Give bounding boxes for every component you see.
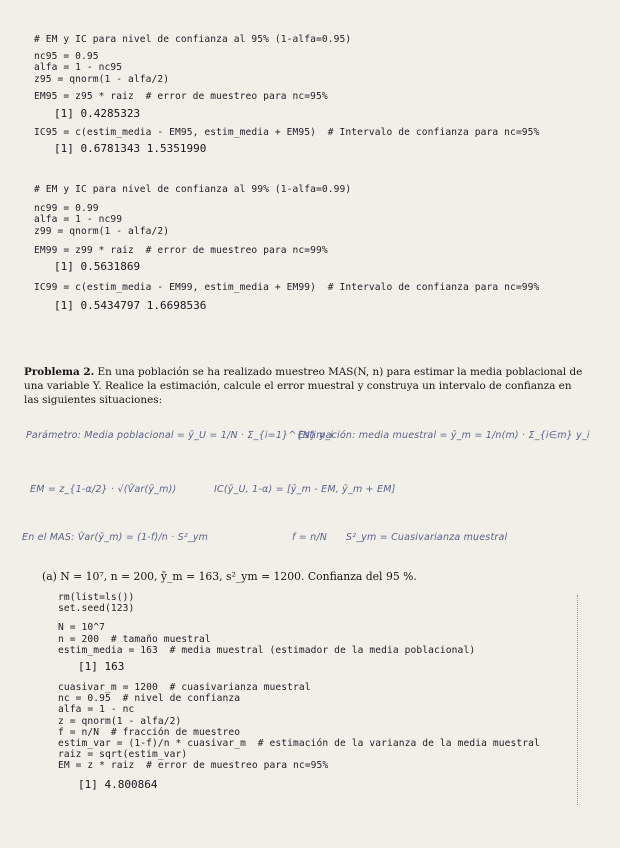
code-block-95 <box>34 34 539 156</box>
code-line: z = qnorm(1 - alfa/2) <box>58 715 182 727</box>
note-quasivariance: S²_ym = Cuasivarianza muestral <box>346 532 508 543</box>
code-line: rm(list=ls()) <box>58 592 135 603</box>
code-comment: # EM y IC para nivel de confianza al 99% (1-alfa=0.99) <box>34 184 352 195</box>
code-line: alfa = 1 - nc95 <box>34 62 123 74</box>
code-output: [1] 0.5434797 1.6698536 <box>54 299 207 313</box>
code-line: set.seed(123) <box>58 603 135 615</box>
code-output: [1] 4.800864 <box>78 777 158 791</box>
code-line: alfa = 1 - nc99 <box>34 214 123 226</box>
code-output: [1] 0.6781343 1.5351990 <box>54 142 207 156</box>
code-line: IC95 = c(estim_media - EM95, estim_media + EM95) # Intervalo de confianza para nc=95% <box>34 127 540 139</box>
problem-text: En una población se ha realizado muestreo MAS(N, n) para estimar la media poblacional de una variable Y. Realice la estimación, calcule el error muestral y construya un intervalo de confianza en las siguientes situaciones: <box>24 366 583 406</box>
code-line: estim_media = 163 # media muestral (estimador de la media poblacional) <box>58 644 476 656</box>
code-line: nc99 = 0.99 <box>34 203 99 215</box>
code-line: f = n/N # fracción de muestreo <box>58 726 241 738</box>
code-line: N = 10^7 <box>58 622 106 634</box>
code-line: alfa = 1 - nc <box>58 704 135 716</box>
code-line: raiz = sqrt(estim_var) <box>58 749 188 761</box>
code-line: n = 200 # tamaño muestral <box>58 633 211 645</box>
code-line: EM99 = z99 * raiz # error de muestreo para nc=99% <box>34 244 328 256</box>
code-line: estim_var = (1-f)/n * cuasivar_m # estimación de la varianza de la media muestral <box>58 738 540 750</box>
note-mas-variance: En el MAS: V̂ar(ȳ_m) = (1-f)/n · S²_ym <box>22 532 209 543</box>
subproblem-a: (a) N = 10⁷, n = 200, ȳ_m = 163, s²_ym = 1200. Confianza del 95 %. <box>42 570 417 583</box>
code-comment: # EM y IC para nivel de confianza al 95% (1-alfa=0.95) <box>34 34 352 45</box>
note-error-formula: EM = z_{1-α/2} · √(V̂ar(ȳ_m)) <box>30 484 177 495</box>
note-sampling-fraction: f = n/N <box>292 532 328 543</box>
note-estimation: Estimación: media muestral = ȳ_m = 1/n(m) · Σ_{i∈m} y_i <box>298 430 590 441</box>
note-parameter: Parámetro: Media poblacional = ȳ_U = 1/N · Σ_{i=1}^{N} y_i <box>26 430 334 441</box>
code-line: z99 = qnorm(1 - alfa/2) <box>34 225 170 237</box>
code-line: EM95 = z95 * raiz # error de muestreo para nc=95% <box>34 90 328 102</box>
code-line: EM = z * raiz # error de muestreo para nc=95% <box>58 760 329 772</box>
margin-rule <box>577 595 578 805</box>
problem-statement <box>24 366 584 407</box>
code-line: cuasivar_m = 1200 # cuasivarianza muestral <box>58 682 311 694</box>
code-line: IC99 = c(estim_media - EM99, estim_media + EM99) # Intervalo de confianza para nc=99% <box>34 282 540 294</box>
code-output: [1] 0.4285323 <box>54 107 141 121</box>
note-interval-formula: IC(ȳ_U, 1-α) = [ȳ_m - EM, ȳ_m + EM] <box>214 484 396 495</box>
code-block-99 <box>34 184 539 313</box>
code-block-a <box>58 592 540 792</box>
code-line: nc95 = 0.95 <box>34 51 99 63</box>
problem-label: Problema 2. <box>24 366 95 378</box>
code-line: nc = 0.95 # nivel de confianza <box>58 693 241 705</box>
code-line: z95 = qnorm(1 - alfa/2) <box>34 73 170 85</box>
code-output: [1] 163 <box>78 660 125 674</box>
code-output: [1] 0.5631869 <box>54 260 141 274</box>
